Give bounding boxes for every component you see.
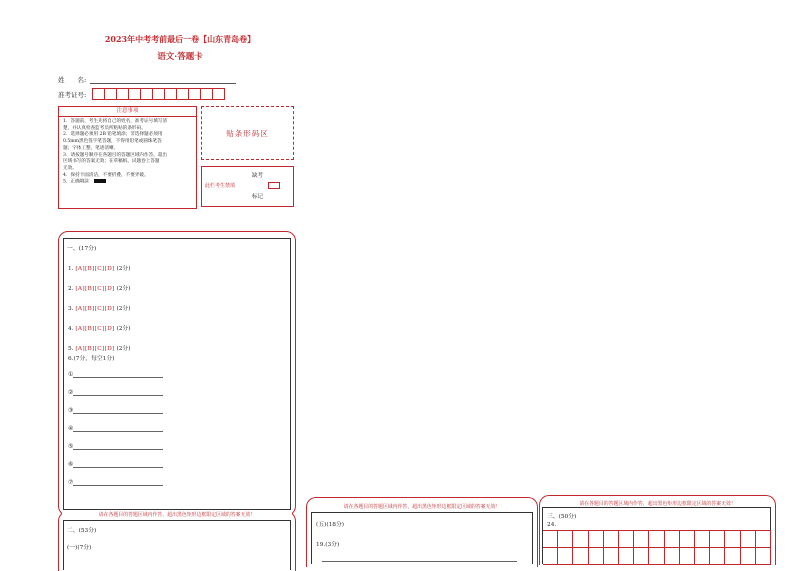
section2-warning: 请在各题目的答题区域内作答，超出黑色矩形边框限定区域的答案无效！ bbox=[62, 511, 292, 518]
answer-line[interactable] bbox=[73, 467, 163, 468]
blank-marker: ③ bbox=[68, 408, 74, 414]
section2-sub: (一)(7分) bbox=[67, 545, 92, 551]
essay-grid-cell[interactable] bbox=[573, 531, 588, 548]
mc-options[interactable]: [A][B][C][D] bbox=[75, 326, 115, 332]
answer-line[interactable] bbox=[73, 485, 163, 486]
section3-heading: 三、(50分) bbox=[547, 514, 577, 520]
essay-grid-cell[interactable] bbox=[756, 548, 771, 565]
essay-grid-cell[interactable] bbox=[680, 548, 695, 565]
exam-subtitle: 语文·答题卡 bbox=[157, 52, 203, 62]
absent-checkbox[interactable] bbox=[268, 182, 280, 189]
mc-options[interactable]: [A][B][C][D] bbox=[75, 286, 115, 292]
exam-id-boxes[interactable] bbox=[92, 88, 224, 100]
essay-grid-cell[interactable] bbox=[665, 548, 680, 565]
correct-fill-label: 5．正确填涂 bbox=[63, 179, 89, 185]
essay-grid-cell[interactable] bbox=[604, 548, 619, 565]
notes-panel bbox=[58, 106, 197, 209]
essay-grid-cell[interactable] bbox=[695, 548, 710, 565]
mc-score: (2分) bbox=[116, 266, 131, 272]
correct-fill-example bbox=[63, 179, 192, 186]
essay-grid-cell[interactable] bbox=[710, 548, 725, 565]
name-field[interactable] bbox=[90, 83, 236, 84]
essay-grid-cell[interactable] bbox=[710, 531, 725, 548]
essay-grid-cell[interactable] bbox=[558, 548, 573, 565]
essay-grid-cell[interactable] bbox=[543, 531, 558, 548]
mc-row-5[interactable] bbox=[68, 343, 130, 352]
essay-grid-cell[interactable] bbox=[573, 548, 588, 565]
section5-heading: (五)(18分) bbox=[316, 522, 345, 528]
essay-grid-cell[interactable] bbox=[634, 531, 649, 548]
essay-grid-cell[interactable] bbox=[619, 531, 634, 548]
section1-heading: 一、(17分) bbox=[67, 246, 97, 252]
blank-row-1[interactable] bbox=[68, 372, 163, 378]
blank-marker: ② bbox=[68, 390, 74, 396]
q6-label: 6.(7分，每空1分) bbox=[68, 356, 115, 362]
blank-marker: ⑥ bbox=[68, 462, 74, 468]
essay-grid-cell[interactable] bbox=[725, 548, 740, 565]
mc-row-1[interactable] bbox=[68, 263, 130, 272]
absent-mark-box bbox=[201, 166, 294, 207]
answer-line[interactable] bbox=[73, 413, 163, 414]
mc-number: 4. bbox=[68, 326, 74, 332]
notes-line: 区域书写的答案无效；在草稿纸、试题卷上答题 bbox=[63, 159, 160, 165]
section1-answer-area bbox=[63, 238, 291, 510]
essay-grid-cell[interactable] bbox=[589, 548, 604, 565]
mc-row-2[interactable] bbox=[68, 283, 130, 292]
essay-grid-cell[interactable] bbox=[634, 548, 649, 565]
mc-score: (2分) bbox=[116, 286, 131, 292]
q19-label: 19.(3分) bbox=[316, 542, 340, 548]
essay-grid-cell[interactable] bbox=[741, 531, 756, 548]
blank-row-5[interactable] bbox=[68, 444, 163, 450]
blank-row-4[interactable] bbox=[68, 426, 163, 432]
essay-grid-cell[interactable] bbox=[665, 531, 680, 548]
absent-bottom-label: 标记 bbox=[252, 194, 264, 200]
blank-marker: ④ bbox=[68, 426, 74, 432]
answer-line[interactable] bbox=[73, 395, 163, 396]
mc-row-3[interactable] bbox=[68, 303, 130, 312]
essay-grid-cell[interactable] bbox=[558, 531, 573, 548]
notes-heading: 注意事项 bbox=[59, 107, 196, 117]
name-label: 姓 名: bbox=[58, 76, 87, 84]
essay-grid-cell[interactable] bbox=[543, 548, 558, 565]
absent-note: 此栏考生禁填 bbox=[205, 183, 236, 189]
section2-heading: 二、(53分) bbox=[67, 528, 97, 534]
answer-line[interactable] bbox=[73, 431, 163, 432]
section3-warning: 请在各题目的答题区域内作答，超出黑色矩形边框限定区域的答案无效！ bbox=[579, 501, 736, 507]
essay-grid-cell[interactable] bbox=[725, 531, 740, 548]
mc-score: (2分) bbox=[116, 306, 131, 312]
section5-warning: 请在各题目的答题区域内作答，超出黑色矩形边框限定区域的答案无效！ bbox=[343, 504, 501, 510]
exam-id-digit-box[interactable] bbox=[212, 88, 225, 100]
q24-label: 24. bbox=[547, 522, 557, 528]
notes-line: 4．保持卡面清洁，不要折叠、不要弄破。 bbox=[63, 172, 149, 178]
filled-mark-icon bbox=[94, 179, 106, 183]
mc-options[interactable]: [A][B][C][D] bbox=[75, 266, 115, 272]
notes-line: 楚，并认真检查监考员所粘贴的条形码。 bbox=[63, 125, 146, 131]
blank-row-6[interactable] bbox=[68, 462, 163, 468]
notes-line: 题；字体工整、笔迹清晰。 bbox=[63, 145, 119, 151]
blank-marker: ① bbox=[68, 372, 74, 378]
section3-answer-area bbox=[542, 507, 771, 564]
mc-number: 1. bbox=[68, 266, 74, 272]
blank-row-2[interactable] bbox=[68, 390, 163, 396]
blank-marker: ⑤ bbox=[68, 444, 74, 450]
mc-number: 3. bbox=[68, 306, 74, 312]
mc-score: (2分) bbox=[116, 326, 131, 332]
barcode-label: 贴条形码区 bbox=[226, 128, 269, 138]
essay-grid-cell[interactable] bbox=[695, 531, 710, 548]
notes-line: 3．请按题号顺序在各题目的答题区域内作答，超出 bbox=[63, 152, 167, 158]
blank-marker: ⑦ bbox=[68, 480, 74, 486]
mc-row-4[interactable] bbox=[68, 323, 130, 332]
answer-line[interactable] bbox=[73, 377, 163, 378]
essay-grid[interactable] bbox=[543, 530, 771, 565]
absent-top-label: 缺考 bbox=[252, 173, 264, 179]
essay-grid-cell[interactable] bbox=[649, 531, 664, 548]
notes-line: 2．选择题必须用 2B 铅笔填涂；非选择题必须用 bbox=[63, 132, 163, 138]
notes-line: 1．答题前，考生先将自己的姓名，准考证号填写清 bbox=[63, 119, 167, 124]
essay-grid-cell[interactable] bbox=[649, 548, 664, 565]
mc-score: (2分) bbox=[116, 346, 131, 352]
exam-title: 2023年中考考前最后一卷【山东青岛卷】 bbox=[104, 34, 256, 44]
section2-answer-area bbox=[63, 520, 291, 570]
mc-number: 2. bbox=[68, 286, 74, 292]
section5-answer-area bbox=[311, 512, 533, 564]
essay-grid-cell[interactable] bbox=[619, 548, 634, 565]
exam-id-label: 准考证号: bbox=[58, 91, 87, 99]
mc-options[interactable]: [A][B][C][D] bbox=[75, 346, 115, 352]
blank-row-7[interactable] bbox=[68, 480, 163, 486]
mc-options[interactable]: [A][B][C][D] bbox=[75, 306, 115, 312]
essay-grid-cell[interactable] bbox=[604, 531, 619, 548]
essay-grid-cell[interactable] bbox=[741, 548, 756, 565]
essay-grid-cell[interactable] bbox=[589, 531, 604, 548]
answer-line[interactable] bbox=[73, 449, 163, 450]
notes-line: 无效。 bbox=[63, 165, 77, 171]
notes-body bbox=[59, 117, 196, 189]
essay-grid-cell[interactable] bbox=[756, 531, 771, 548]
notes-line: 0.5mm黑色签字笔答题，不得用铅笔或圆珠笔答 bbox=[63, 139, 162, 145]
barcode-area bbox=[201, 106, 294, 160]
blank-row-3[interactable] bbox=[68, 408, 163, 414]
essay-grid-cell[interactable] bbox=[680, 531, 695, 548]
mc-number: 5. bbox=[68, 346, 74, 352]
